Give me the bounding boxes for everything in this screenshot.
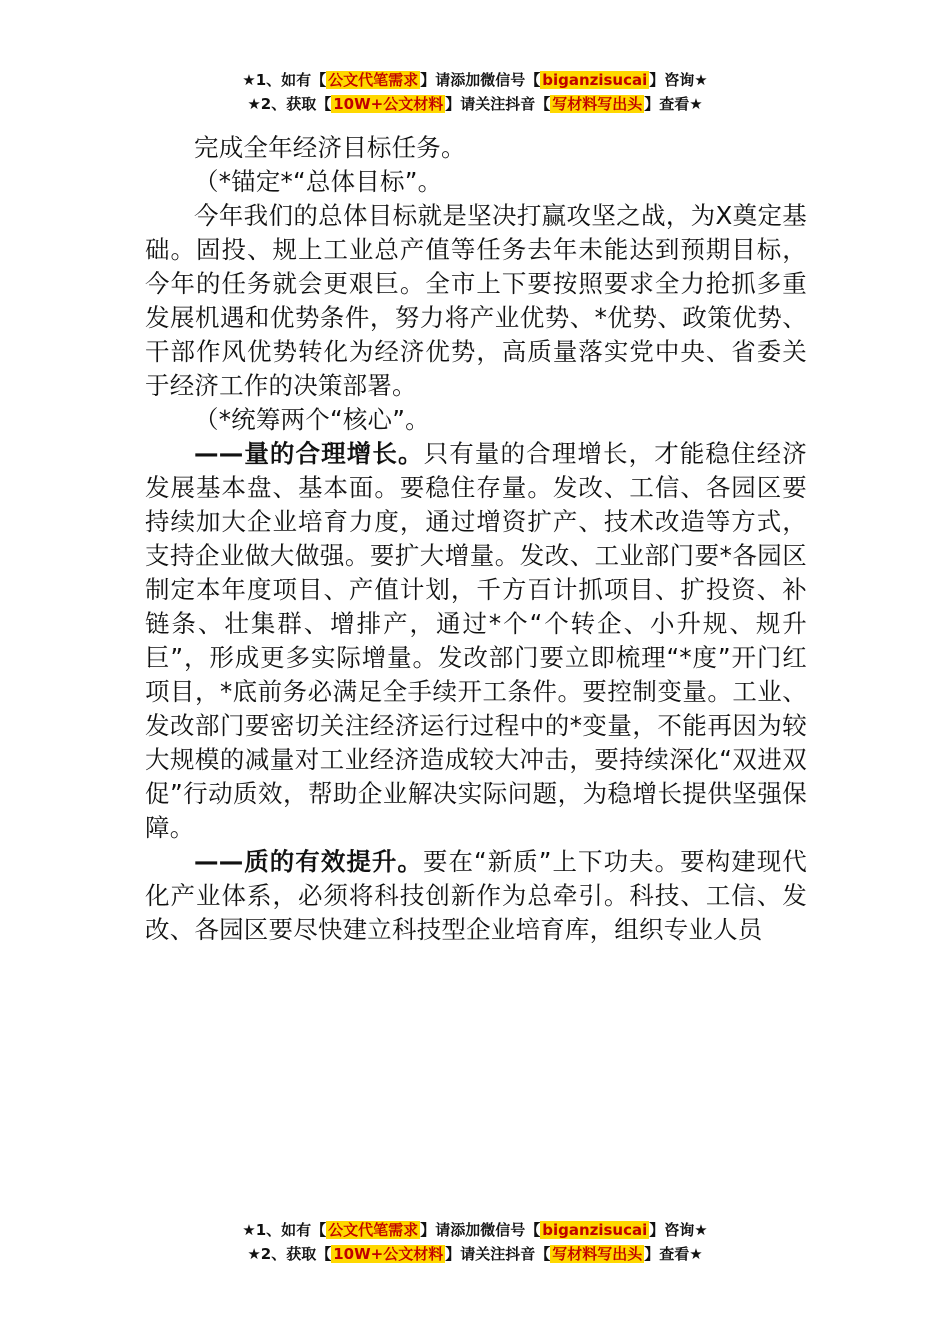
banner-line-2: ★2、获取【 10W+公文材料 】请关注抖音【 写材料写出头 】查看★ xyxy=(247,1245,703,1263)
highlight-materials: 10W+公文材料 xyxy=(333,1245,444,1263)
highlight-wechat-id: biganzisucai xyxy=(542,1221,648,1239)
banner-line-2: ★2、获取【 10W+公文材料 】请关注抖音【 写材料写出头 】查看★ xyxy=(247,95,703,113)
paragraph-2: （*锚定*“总体目标”。 xyxy=(194,167,443,196)
paragraph-1: 完成全年经济目标任务。 xyxy=(194,133,466,162)
section-heading-quality: ——质的有效提升。 xyxy=(194,847,423,876)
highlight-wechat-id: biganzisucai xyxy=(542,71,648,89)
document-body xyxy=(145,131,807,947)
highlight-service: 公文代笔需求 xyxy=(328,1221,419,1239)
paragraph-6: ——质的有效提升。要在“新质”上下功夫。要构建现代化产业体系，必须将科技创新作为总牵引。科技、工信、发改、各园区要尽快建立科技型企业培育库，组织专业人员 xyxy=(145,847,807,944)
banner-line-1: ★1、如有【 公文代笔需求 】请添加微信号【 biganzisucai 】咨询★ xyxy=(242,1221,708,1239)
paragraph-4: （*统筹两个“核心”。 xyxy=(194,405,430,434)
section-heading-quantity: ——量的合理增长。 xyxy=(194,439,424,468)
paragraph-3: 今年我们的总体目标就是坚决打赢攻坚之战，为X奠定基础。固投、规上工业总产值等任务去年未能达到预期目标，今年的任务就会更艰巨。全市上下要按照要求全力抢抓多重发展机遇和优势条件，努力将产业优势、*优势、政策优势、干部作风优势转化为经济优势，高质量落实党中央、省委关于经济工作的决策部署。 xyxy=(145,201,807,400)
highlight-service: 公文代笔需求 xyxy=(328,71,419,89)
banner-line-1: ★1、如有【 公文代笔需求 】请添加微信号【 biganzisucai 】咨询★ xyxy=(242,71,708,89)
paragraph-5: ——量的合理增长。只有量的合理增长，才能稳住经济发展基本盘、基本面。要稳住存量。发改、工信、各园区要持续加大企业培育力度，通过增资扩产、技术改造等方式，支持企业做大做强。要扩大增量。发改、工业部门要*各园区制定本年度项目、产值计划，千方百计抓项目、扩投资、补链条、壮集群、增排产，通过*个“个转企、小升规、规升巨”，形成更多实际增量。发改部门要立即梳理“*度”开门红项目，*底前务必满足全手续开工条件。要控制变量。工业、发改部门要密切关注经济运行过程中的*变量，不能再因为较大规模的减量对工业经济造成较大冲击，要持续深化“双进双促”行动质效，帮助企业解决实际问题，为稳增长提供坚强保障。 xyxy=(145,439,807,842)
highlight-douyin: 写材料写出头 xyxy=(552,95,643,113)
footer-banner xyxy=(0,1218,950,1266)
highlight-materials: 10W+公文材料 xyxy=(333,95,444,113)
highlight-douyin: 写材料写出头 xyxy=(552,1245,643,1263)
header-banner xyxy=(0,68,950,116)
